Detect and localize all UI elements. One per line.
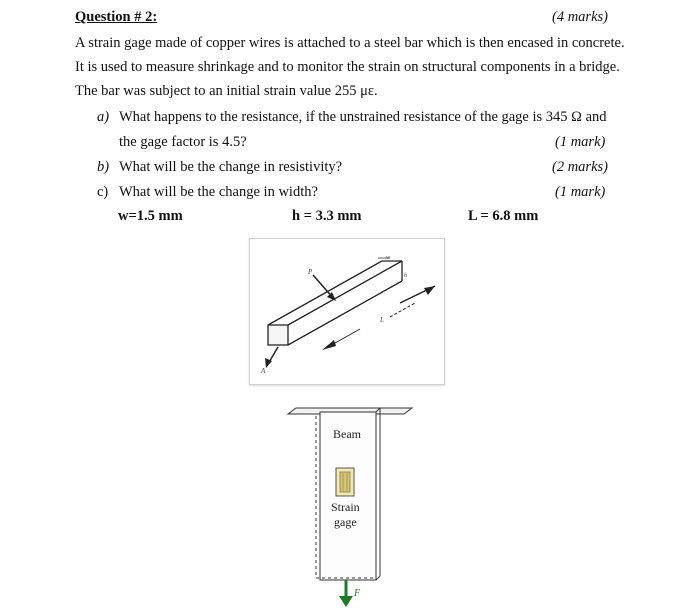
intro-line-1: A strain gage made of copper wires is attached to a steel bar which is then encased in concrete. xyxy=(75,35,625,51)
dimension-h: h = 3.3 mm xyxy=(292,208,362,224)
label-h: h xyxy=(404,273,407,279)
bar-outline xyxy=(268,261,402,345)
part-b-label: b) xyxy=(97,159,110,175)
dimension-L: L = 6.8 mm xyxy=(468,208,539,224)
bar-tension-diagram xyxy=(250,239,444,384)
question-marks: (4 marks) xyxy=(552,9,608,25)
force-arrow-left xyxy=(265,347,278,368)
part-c-line-1: What will be the change in width? xyxy=(119,184,318,200)
label-w: w xyxy=(386,255,391,261)
intro-line-2: It is used to measure shrinkage and to monitor the strain on structural components in a bridge. xyxy=(75,59,620,75)
beam-label: Beam xyxy=(333,427,361,441)
strain-gage-element xyxy=(336,468,354,496)
force-arrow-down xyxy=(339,580,353,607)
strain-label-1: Strain xyxy=(331,500,360,514)
force-arrow-right xyxy=(400,286,435,303)
length-dimension-arrow xyxy=(322,303,415,350)
label-a: A xyxy=(261,367,266,375)
beam-strain-gage-figure xyxy=(280,398,420,610)
force-label: F xyxy=(354,588,361,599)
dimension-w: w=1.5 mm xyxy=(118,208,183,224)
part-a-line-2: the gage factor is 4.5? xyxy=(119,134,247,150)
part-c-marks: (1 mark) xyxy=(555,184,606,200)
part-b-marks: (2 marks) xyxy=(552,159,608,175)
label-L: L xyxy=(380,316,384,324)
part-a-line-1: What happens to the resistance, if the unstrained resistance of the gage is 345 Ω and xyxy=(119,109,607,125)
intro-line-3: The bar was subject to an initial strain value 255 με. xyxy=(75,83,378,99)
part-b-line-1: What will be the change in resistivity? xyxy=(119,159,343,175)
beam-diagram xyxy=(280,398,420,610)
part-a-marks: (1 mark) xyxy=(555,134,606,150)
question-title: Question # 2: xyxy=(75,9,158,25)
label-p: P xyxy=(308,268,313,276)
strain-label-2: gage xyxy=(334,515,357,529)
part-a-label: a) xyxy=(97,109,110,125)
bar-tension-figure xyxy=(249,238,445,385)
part-c-label: c) xyxy=(97,184,109,200)
